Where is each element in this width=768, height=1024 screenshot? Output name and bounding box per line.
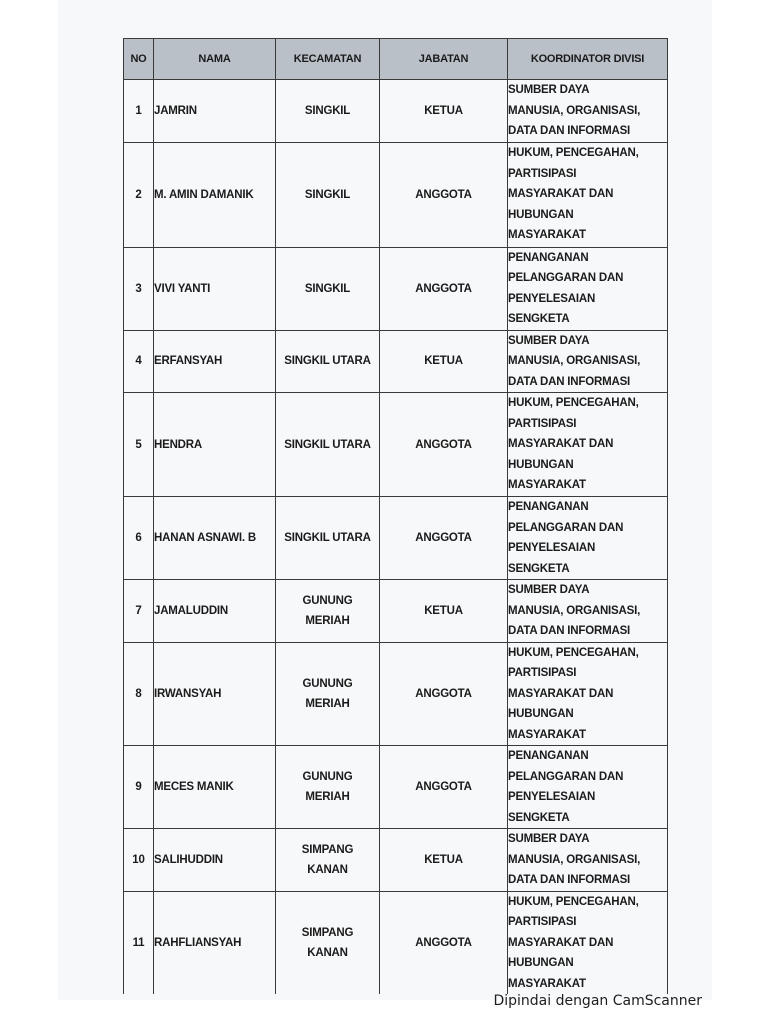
divisi-line: MANUSIA, ORGANISASI,: [508, 104, 641, 117]
divisi-line: MASYARAKAT DAN: [508, 687, 614, 700]
table-row: [124, 642, 668, 746]
divisi-line: DATA DAN INFORMASI: [508, 375, 631, 388]
cell-no: 7: [124, 580, 154, 643]
table-row: [124, 829, 668, 892]
scanner-watermark: Dipindai dengan CamScanner: [493, 993, 702, 1009]
table-row: [124, 142, 668, 247]
cell-no: 2: [124, 142, 154, 247]
divisi-line: PENYELESAIAN: [508, 791, 596, 803]
cell-nama: MECES MANIK: [154, 746, 276, 829]
header-no: NO: [124, 39, 154, 80]
cell-kecamatan: [276, 142, 380, 247]
cell-koordinator-divisi: [508, 746, 668, 829]
cell-koordinator-divisi: [508, 330, 668, 393]
cell-jabatan: ANGGOTA: [380, 642, 508, 746]
cell-kecamatan: [276, 497, 380, 580]
cell-nama: VIVI YANTI: [154, 247, 276, 330]
cell-kecamatan: [276, 330, 380, 393]
cell-jabatan: KETUA: [380, 80, 508, 143]
table-row: [124, 746, 668, 829]
cell-kecamatan: [276, 80, 380, 143]
kecamatan-line: KANAN: [307, 863, 348, 876]
divisi-line: MASYARAKAT: [508, 479, 586, 492]
divisi-line: SENGKETA: [508, 313, 570, 325]
divisi-line: HUKUM, PENCEGAHAN,: [508, 147, 639, 160]
divisi-line: PENANGANAN: [508, 251, 589, 264]
cell-jabatan: KETUA: [380, 330, 508, 393]
cell-jabatan: ANGGOTA: [380, 142, 508, 247]
cell-nama: M. AMIN DAMANIK: [154, 142, 276, 247]
cell-koordinator-divisi: [508, 80, 668, 143]
cell-kecamatan: [276, 642, 380, 746]
cell-no: 5: [124, 393, 154, 497]
kecamatan-line: SIMPANG: [301, 926, 354, 939]
header-jabatan: JABATAN: [380, 39, 508, 80]
kecamatan-line: GUNUNG: [302, 771, 353, 783]
cell-no: 9: [124, 746, 154, 829]
kecamatan-line: SINGKIL UTARA: [284, 355, 371, 368]
cell-no: 6: [124, 497, 154, 580]
kecamatan-line: SINGKIL: [304, 188, 351, 201]
cell-koordinator-divisi: [508, 829, 668, 892]
divisi-line: PARTISIPASI: [508, 417, 577, 430]
cell-koordinator-divisi: [508, 891, 668, 994]
divisi-line: PENYELESAIAN: [508, 292, 596, 305]
table-row: [124, 891, 668, 994]
cell-jabatan: ANGGOTA: [380, 247, 508, 330]
cell-kecamatan: [276, 746, 380, 829]
divisi-line: PELANGGARAN DAN: [508, 770, 624, 783]
kecamatan-line: GUNUNG: [302, 594, 353, 607]
divisi-line: HUKUM, PENCEGAHAN,: [508, 397, 639, 410]
cell-kecamatan: [276, 891, 380, 994]
cell-no: 10: [124, 829, 154, 892]
table-row: [124, 80, 668, 143]
cell-no: 4: [124, 330, 154, 393]
cell-nama: HANAN ASNAWI. B: [154, 497, 276, 580]
cell-jabatan: KETUA: [380, 829, 508, 892]
cell-no: 1: [124, 80, 154, 143]
kecamatan-line: SINGKIL UTARA: [284, 532, 371, 544]
cell-kecamatan: [276, 580, 380, 643]
kecamatan-line: MERIAH: [305, 697, 350, 710]
divisi-line: PELANGGARAN DAN: [508, 272, 624, 284]
divisi-line: PARTISIPASI: [508, 167, 577, 180]
divisi-line: SENGKETA: [508, 811, 570, 824]
table-row: [124, 497, 668, 580]
divisi-line: SUMBER DAYA: [508, 84, 590, 96]
kecamatan-line: KANAN: [307, 946, 348, 959]
divisi-line: HUKUM, PENCEGAHAN,: [508, 895, 639, 908]
cell-koordinator-divisi: [508, 580, 668, 643]
header-koordinator-divisi: KOORDINATOR DIVISI: [508, 39, 668, 80]
cell-koordinator-divisi: [508, 642, 668, 746]
divisi-line: MASYARAKAT: [508, 728, 586, 741]
divisi-line: PARTISIPASI: [508, 916, 577, 928]
kecamatan-line: SINGKIL: [304, 104, 351, 117]
cell-koordinator-divisi: [508, 247, 668, 330]
divisi-line: SUMBER DAYA: [508, 833, 590, 845]
divisi-line: SUMBER DAYA: [508, 334, 590, 347]
cell-nama: ERFANSYAH: [154, 330, 276, 393]
header-kecamatan: KECAMATAN: [276, 39, 380, 80]
divisi-line: HUBUNGAN: [508, 957, 574, 969]
table-row: [124, 330, 668, 393]
divisi-line: MASYARAKAT: [508, 229, 586, 242]
divisi-line: MANUSIA, ORGANISASI,: [508, 355, 641, 367]
kecamatan-line: SINGKIL UTARA: [284, 438, 371, 451]
cell-no: 8: [124, 642, 154, 746]
divisi-line: MANUSIA, ORGANISASI,: [508, 604, 641, 617]
cell-jabatan: ANGGOTA: [380, 497, 508, 580]
cell-nama: HENDRA: [154, 393, 276, 497]
divisi-line: DATA DAN INFORMASI: [508, 125, 631, 137]
table-row: [124, 580, 668, 643]
divisi-line: DATA DAN INFORMASI: [508, 625, 631, 637]
divisi-line: MASYARAKAT: [508, 977, 586, 990]
divisi-line: PENANGANAN: [508, 750, 589, 762]
header-nama: NAMA: [154, 39, 276, 80]
divisi-line: MASYARAKAT DAN: [508, 438, 614, 451]
divisi-line: PENANGANAN: [508, 501, 589, 513]
cell-jabatan: ANGGOTA: [380, 746, 508, 829]
cell-kecamatan: [276, 247, 380, 330]
divisi-line: PARTISIPASI: [508, 667, 577, 679]
cell-nama: IRWANSYAH: [154, 642, 276, 746]
cell-kecamatan: [276, 393, 380, 497]
table-row: [124, 393, 668, 497]
cell-koordinator-divisi: [508, 393, 668, 497]
cell-jabatan: KETUA: [380, 580, 508, 643]
table-header-row: [124, 39, 668, 80]
divisi-line: MANUSIA, ORGANISASI,: [508, 853, 641, 866]
divisi-line: PELANGGARAN DAN: [508, 521, 624, 534]
kecamatan-line: SINGKIL: [304, 282, 351, 295]
divisi-line: HUBUNGAN: [508, 708, 574, 720]
kecamatan-line: SIMPANG: [301, 843, 354, 856]
divisi-line: HUKUM, PENCEGAHAN,: [508, 646, 639, 659]
cell-nama: JAMALUDDIN: [154, 580, 276, 643]
cell-kecamatan: [276, 829, 380, 892]
cell-no: 11: [124, 891, 154, 994]
cell-nama: RAHFLIANSYAH: [154, 891, 276, 994]
divisi-line: SENGKETA: [508, 562, 570, 575]
table-body: [124, 80, 668, 995]
divisi-line: HUBUNGAN: [508, 458, 574, 471]
divisi-line: MASYARAKAT DAN: [508, 936, 614, 949]
divisi-line: MASYARAKAT DAN: [508, 188, 614, 201]
kecamatan-line: MERIAH: [305, 614, 350, 627]
cell-nama: JAMRIN: [154, 80, 276, 143]
cell-nama: SALIHUDDIN: [154, 829, 276, 892]
divisi-line: SUMBER DAYA: [508, 584, 590, 596]
divisi-line: HUBUNGAN: [508, 208, 574, 221]
table-row: [124, 247, 668, 330]
cell-jabatan: ANGGOTA: [380, 393, 508, 497]
cell-koordinator-divisi: [508, 142, 668, 247]
cell-jabatan: ANGGOTA: [380, 891, 508, 994]
cell-koordinator-divisi: [508, 497, 668, 580]
divisi-line: DATA DAN INFORMASI: [508, 874, 631, 886]
roster-table: [123, 38, 668, 994]
divisi-line: PENYELESAIAN: [508, 542, 596, 554]
kecamatan-line: MERIAH: [305, 791, 350, 803]
cell-no: 3: [124, 247, 154, 330]
kecamatan-line: GUNUNG: [302, 677, 353, 690]
